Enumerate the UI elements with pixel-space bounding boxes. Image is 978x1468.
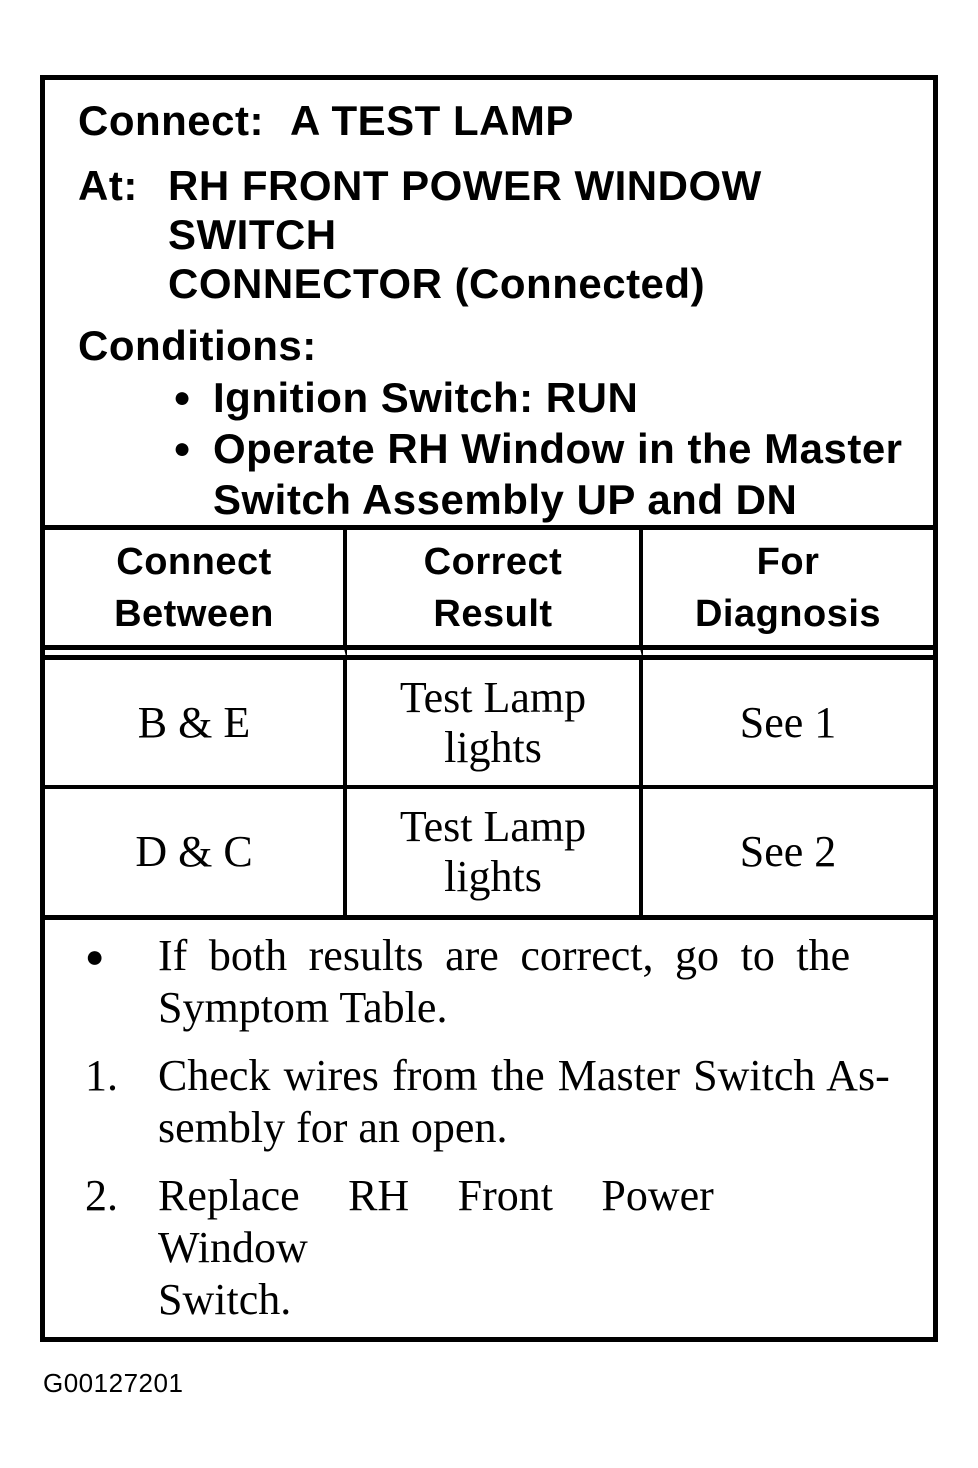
note-item bbox=[85, 930, 905, 1034]
notes-section bbox=[45, 920, 933, 1342]
condition-text bbox=[213, 423, 903, 525]
result-line: Test Lamp bbox=[399, 802, 587, 851]
note-line: Switch. bbox=[158, 1275, 292, 1324]
cell-connect-between bbox=[45, 660, 347, 789]
connect-row bbox=[78, 96, 907, 145]
cell-text: See 2 bbox=[739, 827, 837, 876]
result-line: lights bbox=[444, 852, 542, 901]
condition-line: Switch Assembly UP and DN bbox=[213, 476, 798, 523]
cell-connect-between bbox=[45, 789, 347, 915]
condition-item bbox=[78, 372, 907, 423]
condition-line: Ignition Switch: RUN bbox=[213, 374, 639, 421]
header-line: For bbox=[756, 540, 820, 583]
note-line: Check wires from the Master Switch As- bbox=[158, 1051, 890, 1100]
at-location bbox=[168, 161, 762, 308]
header-line: Connect bbox=[116, 540, 272, 583]
cell-correct-result bbox=[347, 789, 643, 915]
connect-value: A TEST LAMP bbox=[290, 97, 574, 144]
col-header-connect-between bbox=[45, 530, 347, 660]
note-text bbox=[158, 1050, 905, 1154]
header-line: Diagnosis bbox=[694, 592, 882, 635]
cell-for-diagnosis bbox=[643, 789, 933, 915]
note-number: 2. bbox=[85, 1171, 118, 1220]
header-line: Correct bbox=[423, 540, 563, 583]
note-text bbox=[158, 930, 905, 1034]
at-line: CONNECTOR (Connected) bbox=[168, 260, 706, 307]
note-number: 1. bbox=[85, 1051, 118, 1100]
note-line: Replace RH Front Power Window bbox=[158, 1171, 714, 1272]
cell-for-diagnosis bbox=[643, 660, 933, 789]
note-item bbox=[85, 1170, 905, 1326]
result-line: lights bbox=[444, 722, 542, 772]
note-line: sembly for an open. bbox=[158, 1103, 508, 1152]
condition-item bbox=[78, 423, 907, 525]
note-line: Symptom Table. bbox=[158, 983, 448, 1032]
at-label: At: bbox=[78, 162, 138, 209]
conditions-label: Conditions: bbox=[78, 322, 317, 369]
col-header-correct-result bbox=[347, 530, 643, 660]
at-row bbox=[78, 161, 907, 308]
note-item bbox=[85, 1050, 905, 1154]
result-line: Test Lamp bbox=[399, 672, 587, 722]
bullet-icon: ● bbox=[173, 432, 192, 465]
cell-text: D & C bbox=[135, 827, 253, 876]
bullet-icon: ● bbox=[85, 938, 105, 974]
condition-line: Operate RH Window in the Master bbox=[213, 425, 903, 472]
cell-text: See 1 bbox=[739, 697, 837, 747]
figure-id: G00127201 bbox=[43, 1368, 184, 1398]
note-text bbox=[158, 1170, 905, 1326]
at-line: RH FRONT POWER WINDOW bbox=[168, 162, 762, 209]
note-line: If both results are correct, go to the bbox=[158, 931, 851, 980]
connect-label: Connect: bbox=[78, 97, 264, 144]
diagnostic-test-card bbox=[40, 75, 938, 1342]
bullet-icon: ● bbox=[173, 381, 192, 414]
cell-text: B & E bbox=[137, 697, 251, 747]
test-setup-section bbox=[45, 80, 933, 525]
at-line: SWITCH bbox=[168, 211, 337, 258]
header-line: Between bbox=[114, 592, 274, 635]
condition-text bbox=[213, 372, 638, 423]
cell-correct-result bbox=[347, 660, 643, 789]
col-header-for-diagnosis bbox=[643, 530, 933, 660]
results-table bbox=[45, 525, 933, 920]
header-line: Result bbox=[433, 592, 553, 635]
